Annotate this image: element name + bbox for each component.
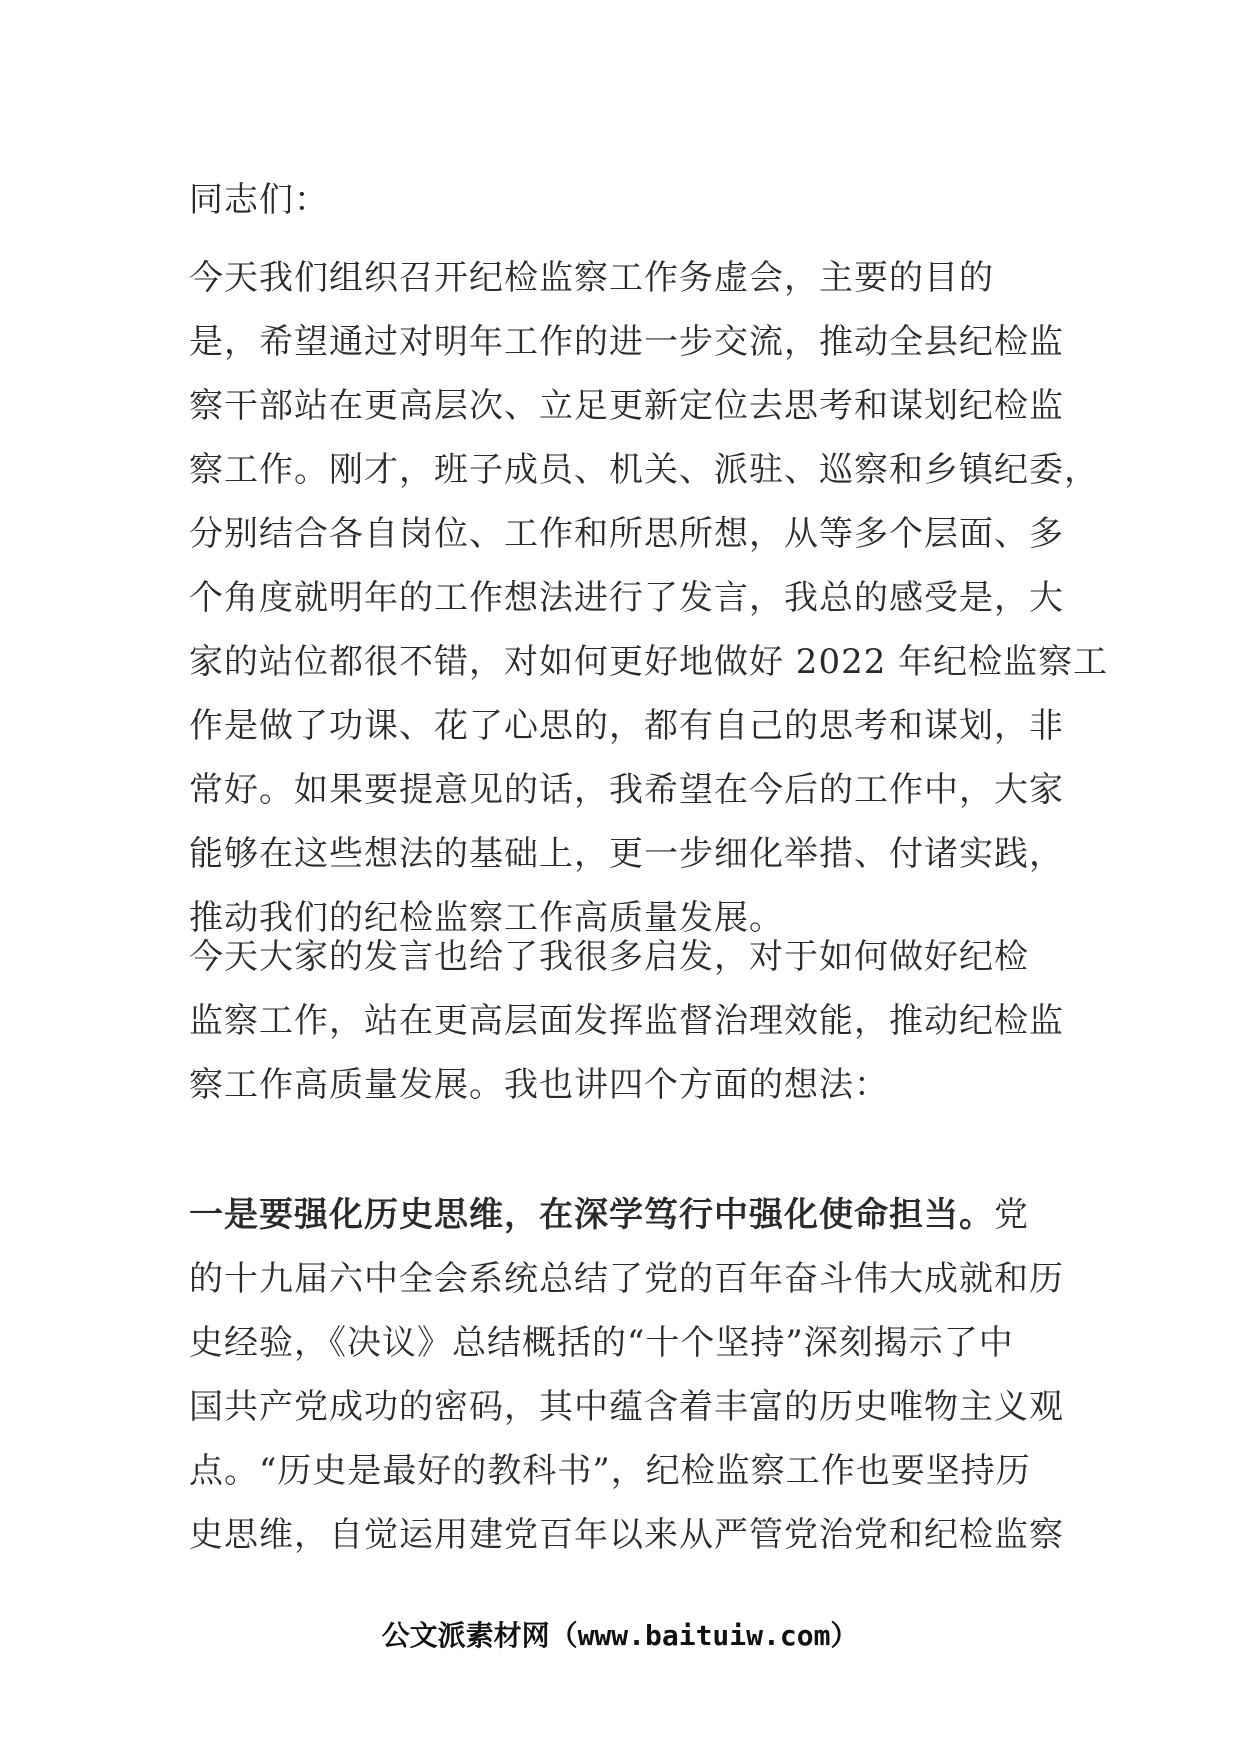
paragraph-line: 作是做了功课、花了心思的，都有自己的思考和谋划，非 xyxy=(189,706,1064,746)
paragraph-first-line xyxy=(189,1183,1046,1247)
paragraph-line: 能够在这些想法的基础上，更一步细化举措、付诸实践， xyxy=(189,834,1064,874)
paragraph-line: 史思维，自觉运用建党百年以来从严管党治党和纪检监察 xyxy=(189,1515,1064,1555)
paragraph-line: 国共产党成功的密码，其中蕴含着丰富的历史唯物主义观 xyxy=(189,1387,1064,1427)
heading-continuation: 党 xyxy=(994,1195,1029,1235)
salutation xyxy=(189,168,1046,232)
paragraph-line: 监察工作，站在更高层面发挥监督治理效能，推动纪检监 xyxy=(189,1001,1064,1041)
paragraph-line: 察干部站在更高层次、立足更新定位去思考和谋划纪检监 xyxy=(189,386,1064,426)
paragraph-line: 史经验，《决议》总结概括的“十个坚持”深刻揭示了中 xyxy=(189,1323,1014,1363)
salutation-text: 同志们： xyxy=(189,180,329,220)
paragraph-line: 察工作高质量发展。我也讲四个方面的想法： xyxy=(189,1065,889,1105)
paragraph-1 xyxy=(189,246,1109,950)
paragraph-line: 的十九届六中全会系统总结了党的百年奋斗伟大成就和历 xyxy=(189,1259,1064,1299)
footer-watermark: 公文派素材网（www.baituiw.com） xyxy=(381,1619,859,1652)
paragraph-line: 个角度就明年的工作想法进行了发言，我总的感受是，大 xyxy=(189,578,1064,618)
paragraph-line: 点。“历史是最好的教科书”，纪检监察工作也要坚持历 xyxy=(189,1451,1031,1491)
paragraph-line: 常好。如果要提意见的话，我希望在今后的工作中，大家 xyxy=(189,770,1064,810)
paragraph-line: 家的站位都很不错，对如何更好地做好 2022 年纪检监察工 xyxy=(189,642,1109,682)
paragraph-line: 分别结合各自岗位、工作和所思所想，从等多个层面、多 xyxy=(189,514,1064,554)
paragraph-line: 推动我们的纪检监察工作高质量发展。 xyxy=(189,898,784,938)
paragraph-2 xyxy=(189,925,1064,1117)
paragraph-line: 是，希望通过对明年工作的进一步交流，推动全县纪检监 xyxy=(189,322,1064,362)
paragraph-line: 今天我们组织召开纪检监察工作务虚会，主要的目的 xyxy=(189,258,994,298)
paragraph-line: 今天大家的发言也给了我很多启发，对于如何做好纪检 xyxy=(189,937,1029,977)
section-heading: 一是要强化历史思维，在深学笃行中强化使命担当。 xyxy=(189,1195,994,1235)
paragraph-line: 察工作。刚才，班子成员、机关、派驻、巡察和乡镇纪委， xyxy=(189,450,1099,490)
paragraph-3 xyxy=(189,1183,1064,1567)
